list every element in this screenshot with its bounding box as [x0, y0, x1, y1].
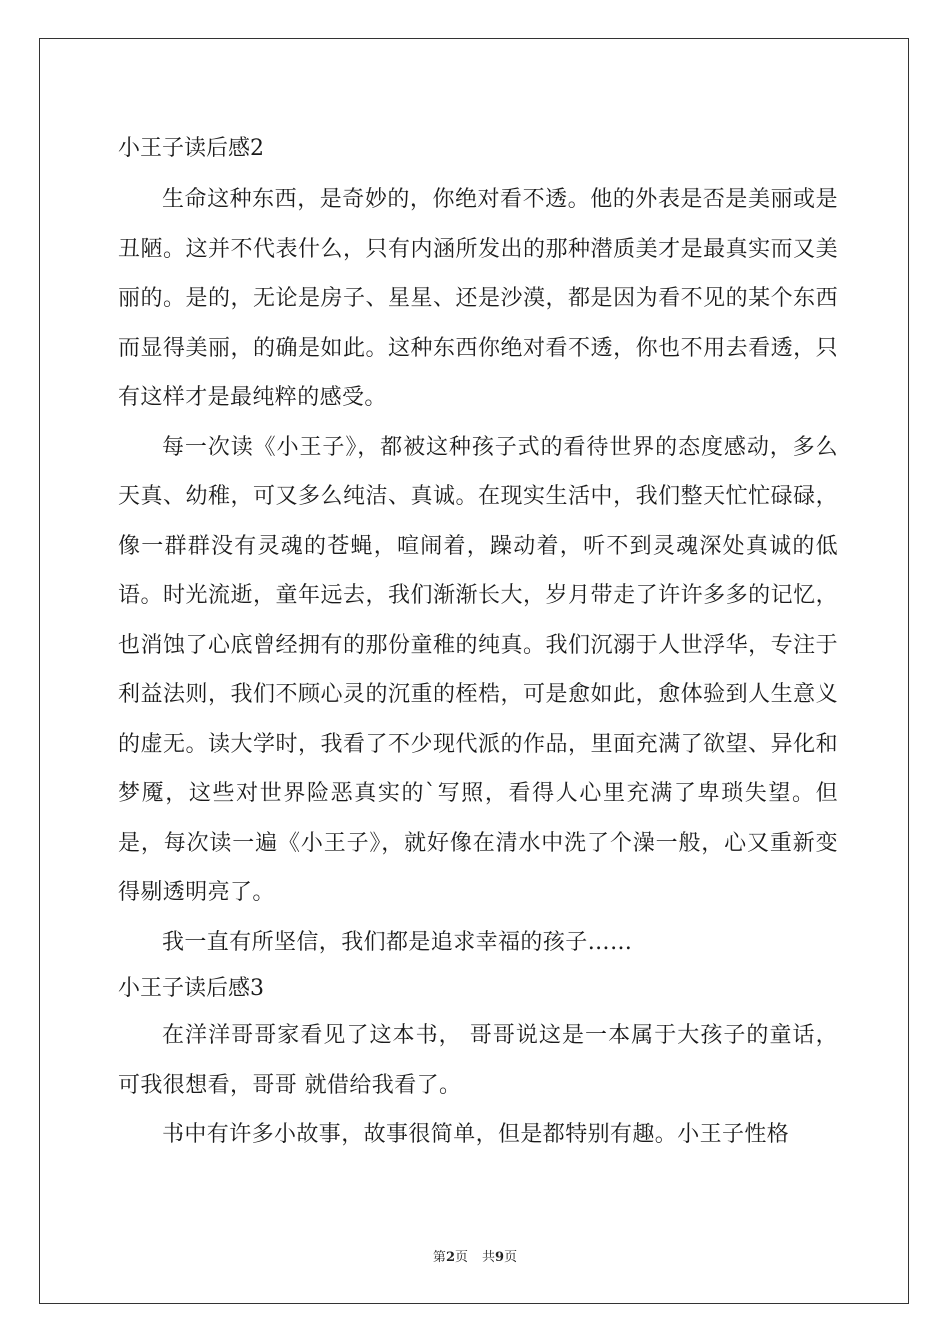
- total-prefix: 共: [482, 1250, 496, 1265]
- page-prefix: 第: [432, 1250, 446, 1265]
- paragraph: 生命这种东西，是奇妙的，你绝对看不透。他的外表是否是美丽或是丑陋。这并不代表什么，只有内涵所发出的那种潜质美才是最真实而又美丽的。是的，无论是房子、星星、还是沙漠，都是因为看不见的某个东西而显得美丽，的确是如此。这种东西你绝对看不透，你也不用去看透，只有这样才是最纯粹的感受。: [118, 187, 838, 410]
- section-heading: 小王子读后感3: [118, 976, 264, 1001]
- section-heading: 小王子读后感2: [118, 136, 264, 161]
- total-pages: 9: [495, 1250, 505, 1265]
- paragraph: 在洋洋哥哥家看见了这本书， 哥哥说这是一本属于大孩子的童话，可我很想看，哥哥 就借给我看了。: [118, 1023, 838, 1098]
- paragraph: 每一次读《小王子》，都被这种孩子式的看待世界的态度感动，多么天真、幼稚，可又多么纯洁、真诚。在现实生活中，我们整天忙忙碌碌，像一群群没有灵魂的苍蝇，喧闹着，躁动着，听不到灵魂深处真诚的低语。时光流逝，童年远去，我们渐渐长大，岁月带走了许许多多的记忆，也消蚀了心底曾经拥有的那份童稚的纯真。我们沉溺于人世浮华，专注于利益法则，我们不顾心灵的沉重的桎梏，可是愈如此，愈体验到人生意义的虚无。读大学时，我看了不少现代派的作品，里面充满了欲望、异化和梦魇，这些对世界险恶真实的`写照，看得人心里充满了卑琐失望。但是，每次读一遍《小王子》，就好像在清水中洗了个澡一般，心又重新变得剔透明亮了。: [118, 434, 838, 905]
- page-footer: [0, 1246, 950, 1265]
- document-body: [118, 127, 838, 1160]
- paragraph: 我一直有所坚信，我们都是追求幸福的孩子……: [162, 929, 633, 955]
- paragraph: 书中有许多小故事，故事很简单，但是都特别有趣。小王子性格: [162, 1122, 790, 1147]
- page-suffix: 页: [454, 1250, 468, 1265]
- page-number: 2: [445, 1250, 455, 1265]
- total-suffix: 页: [504, 1250, 518, 1265]
